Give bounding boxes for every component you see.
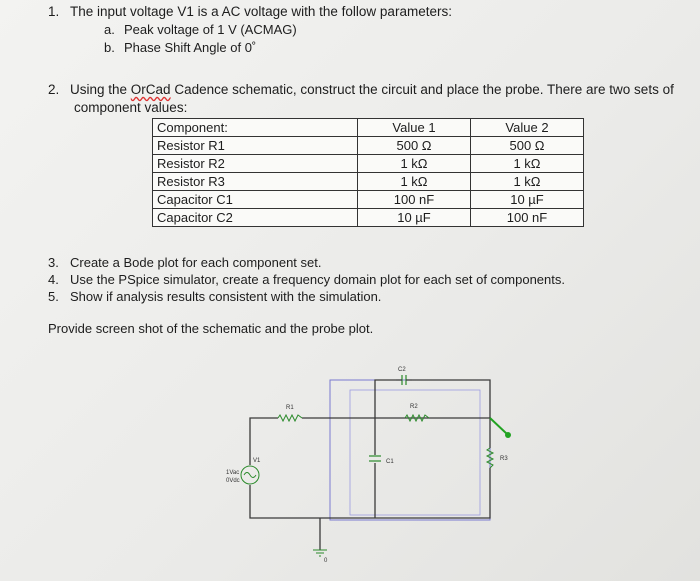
value2-cell: 10 µF: [471, 191, 584, 209]
table-row: [153, 137, 584, 155]
orcad-word: OrCad: [130, 82, 171, 97]
question-1a: [104, 21, 297, 38]
component-cell: Component:: [153, 119, 358, 137]
question-1: [48, 3, 452, 20]
r2-label: R2: [410, 404, 418, 410]
r1-label: R1: [286, 405, 294, 411]
question-number: 2.: [48, 82, 60, 97]
question-1b: [104, 39, 256, 56]
item-number: 3.: [48, 255, 59, 270]
item-text: Show if analysis results consistent with the simulation.: [70, 289, 382, 304]
resistor-r1-icon: [278, 415, 302, 421]
provide-instruction: Provide screen shot of the schematic and the probe plot.: [48, 321, 374, 336]
component-table: [152, 118, 584, 227]
selection-frame: [330, 380, 490, 520]
list-item: [48, 254, 565, 271]
value2-cell: 500 Ω: [471, 137, 584, 155]
question-text: The input voltage V1 is a AC voltage with the follow parameters:: [70, 4, 452, 19]
table-row: [153, 173, 584, 191]
item-number: 4.: [48, 272, 59, 287]
sub-letter: a.: [104, 22, 115, 37]
component-cell: Resistor R1: [153, 137, 358, 155]
sub-text: Peak voltage of 1 V (ACMAG): [124, 22, 297, 37]
question-2-line2: component values:: [74, 100, 188, 115]
component-cell: Resistor R3: [153, 173, 358, 191]
value2-cell: 1 kΩ: [471, 173, 584, 191]
voltage-probe-icon: [505, 432, 511, 438]
question-text-pre: Using the: [70, 82, 131, 97]
r3-label: R3: [500, 456, 508, 462]
value1-cell: Value 1: [358, 119, 471, 137]
component-cell: Resistor R2: [153, 155, 358, 173]
value1-cell: 100 nF: [358, 191, 471, 209]
value2-cell: 100 nF: [471, 209, 584, 227]
item-number: 5.: [48, 289, 59, 304]
value2-cell: Value 2: [471, 119, 584, 137]
circuit-schematic: [200, 360, 520, 570]
list-item: [48, 271, 565, 288]
item-text: Create a Bode plot for each component set.: [70, 255, 322, 270]
value2-cell: 1 kΩ: [471, 155, 584, 173]
question-text-post: Cadence schematic, construct the circuit and place the probe. There are two sets of: [170, 82, 674, 97]
capacitor-c1-icon: [369, 456, 381, 461]
component-cell: Capacitor C1: [153, 191, 358, 209]
component-cell: Capacitor C2: [153, 209, 358, 227]
ground-label: 0: [324, 558, 328, 564]
table-row: [153, 191, 584, 209]
c1-label: C1: [386, 459, 394, 465]
value1-cell: 1 kΩ: [358, 173, 471, 191]
v1-label: V1: [253, 458, 261, 464]
value1-cell: 10 µF: [358, 209, 471, 227]
value1-cell: 500 Ω: [358, 137, 471, 155]
table-row: [153, 209, 584, 227]
c2-label: C2: [398, 367, 406, 373]
question-number: 1.: [48, 4, 60, 19]
probe-wire: [490, 418, 507, 434]
ground-icon: [313, 550, 327, 556]
question-2: [48, 81, 688, 98]
table-header-row: [153, 119, 584, 137]
vdc-label: 0Vdc: [226, 478, 240, 484]
list-item: [48, 288, 565, 305]
item-text: Use the PSpice simulator, create a frequency domain plot for each set of components.: [70, 272, 565, 287]
task-list: [48, 254, 565, 305]
value1-cell: 1 kΩ: [358, 155, 471, 173]
sub-letter: b.: [104, 40, 115, 55]
vac-label: 1Vac: [226, 470, 240, 476]
sub-text: Phase Shift Angle of 0˚: [124, 40, 257, 55]
table-row: [153, 155, 584, 173]
